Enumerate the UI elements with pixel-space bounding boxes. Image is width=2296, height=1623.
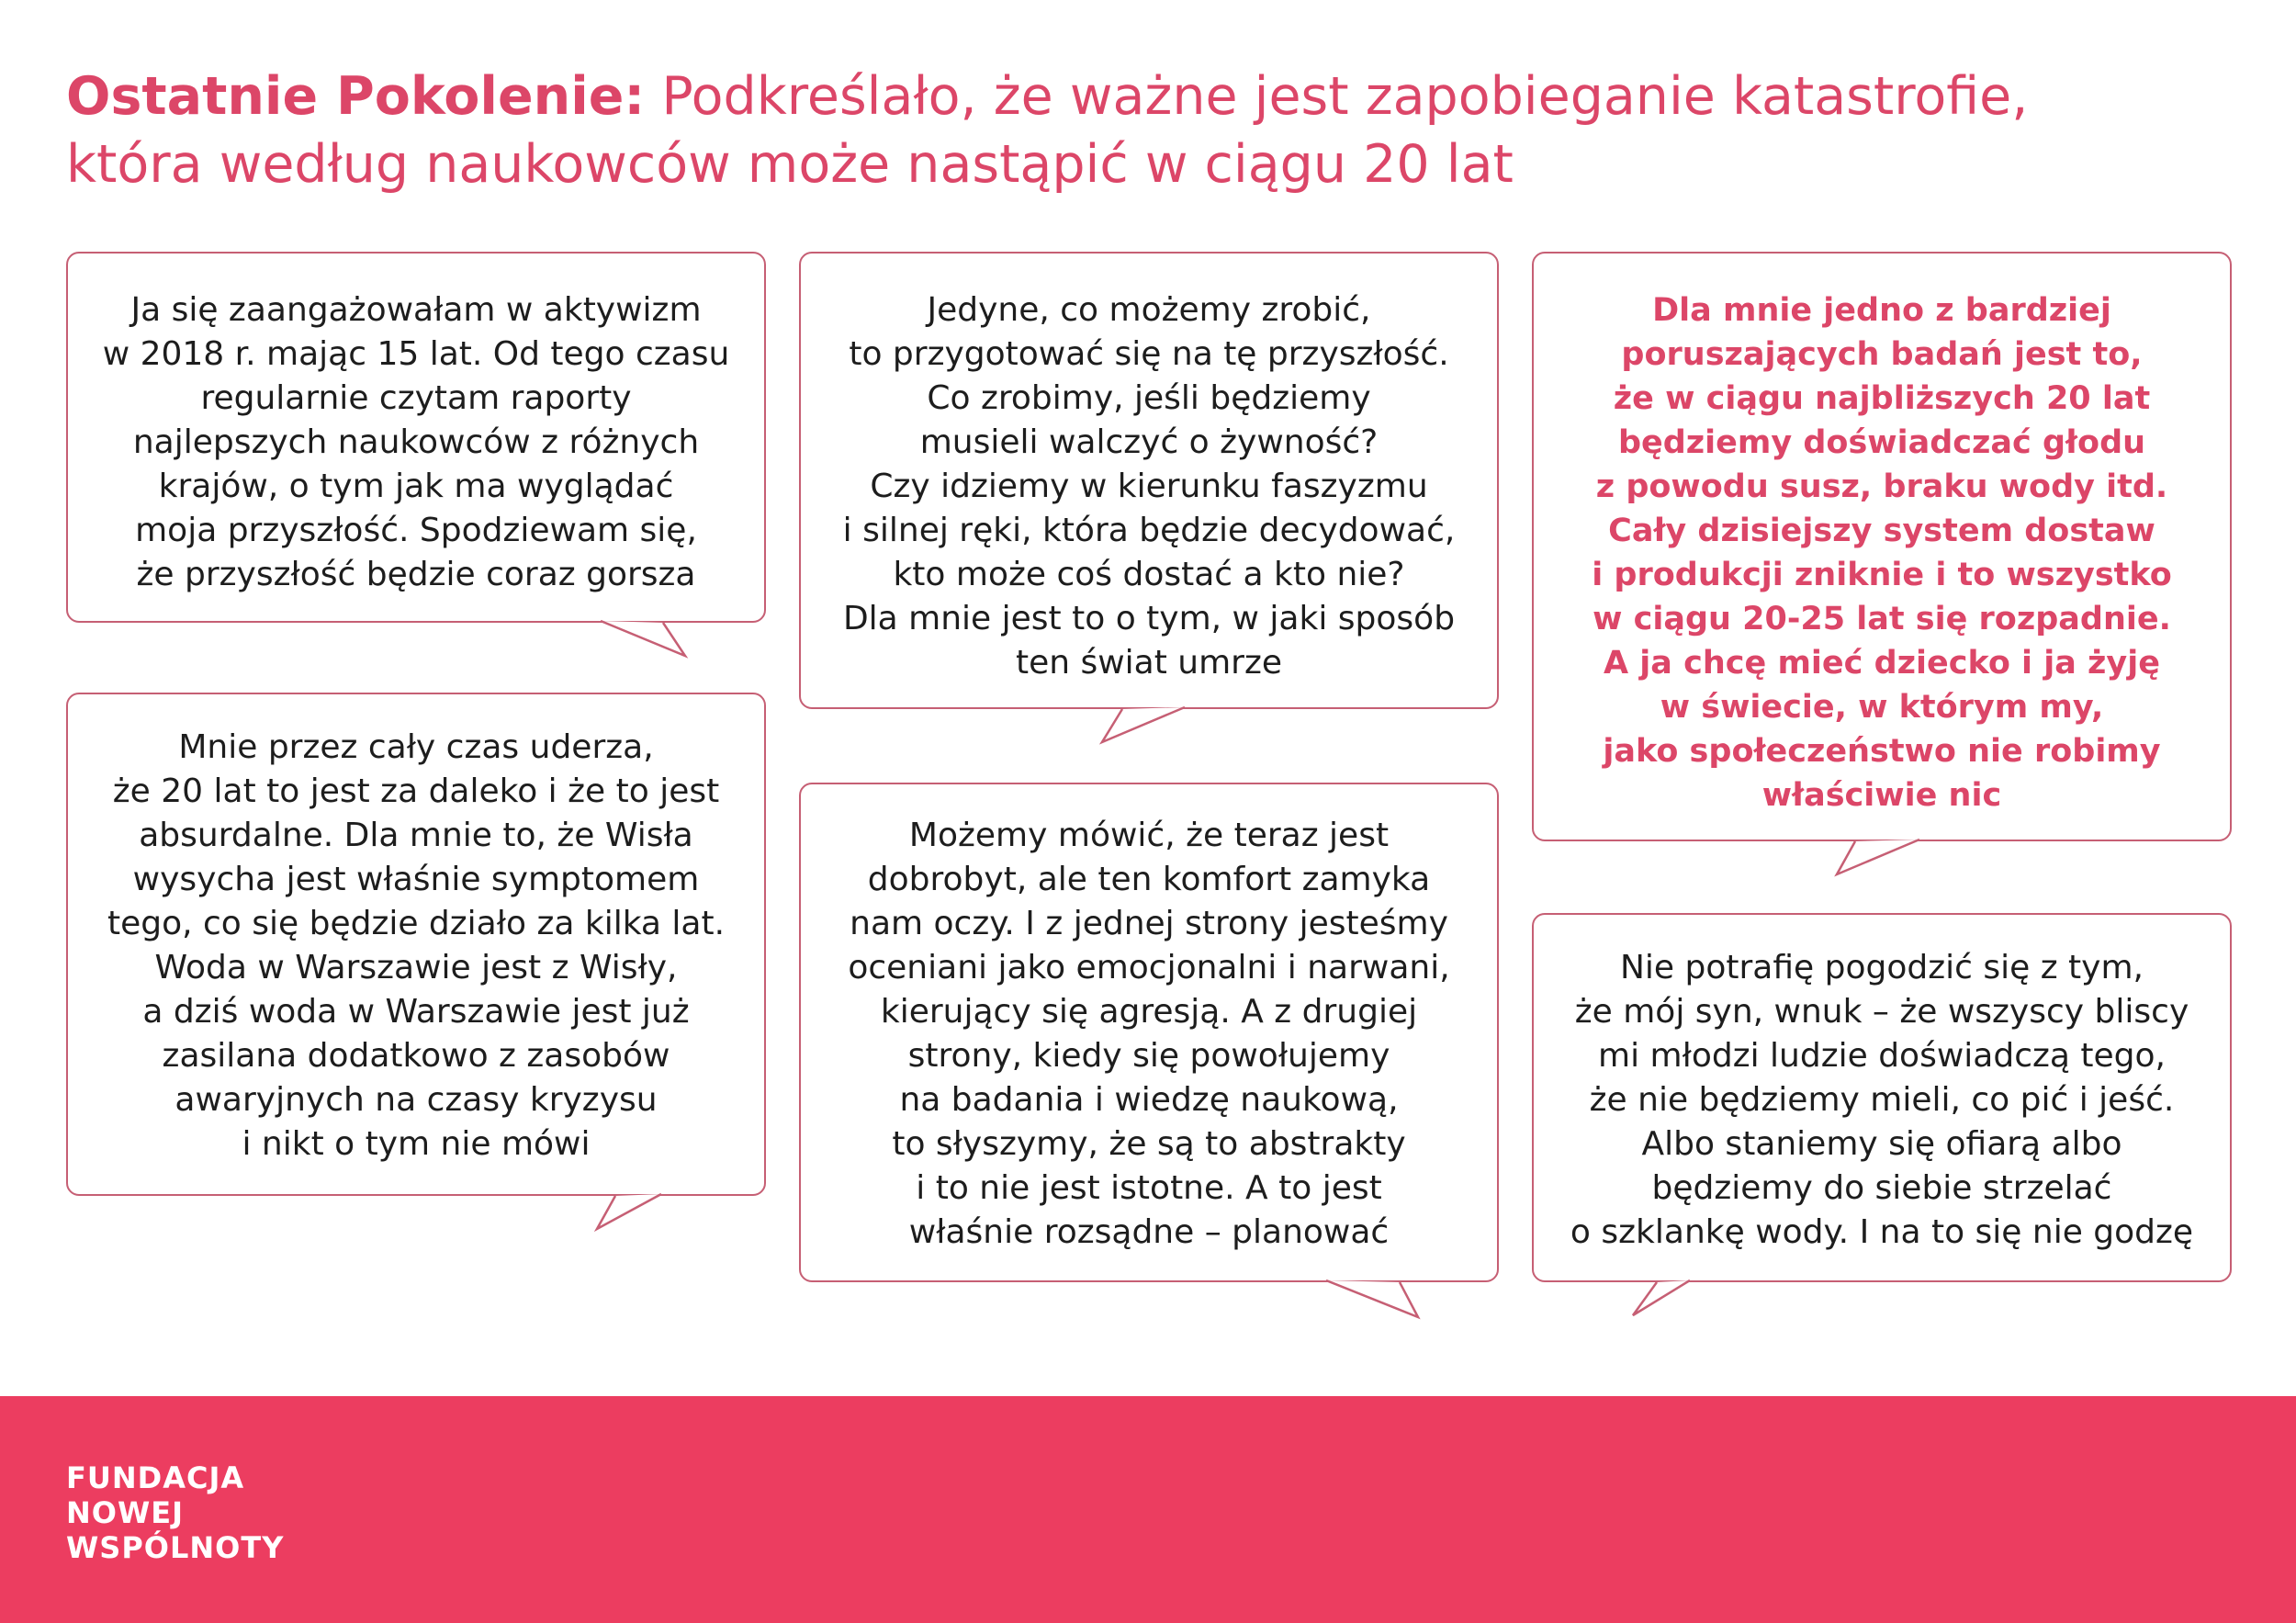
speech-tail-6: [1626, 1280, 1708, 1323]
quote-line: Jedyne, co możemy zrobić,: [927, 291, 1371, 329]
quote-line: to słyszymy, że są to abstrakty: [892, 1125, 1406, 1163]
quote-line: kto może coś dostać a kto nie?: [893, 556, 1405, 593]
quote-line: że 20 lat to jest za daleko i że to jest: [112, 772, 720, 810]
quote-line: Albo staniemy się ofiarą albo: [1641, 1125, 2122, 1163]
logo-line-2: NOWEJ: [66, 1495, 185, 1530]
quote-line: będziemy doświadczać głodu: [1617, 424, 2146, 461]
quote-line: Dla mnie jedno z bardziej: [1652, 292, 2111, 329]
title-line-1: [66, 62, 2178, 130]
quote-line: o szklankę wody. I na to się nie godzę: [1570, 1213, 2194, 1251]
quote-line: Nie potrafię pogodzić się z tym,: [1619, 949, 2144, 986]
quote-bubble-6: [1532, 913, 2232, 1282]
quote-line: awaryjnych na czasy kryzysu: [174, 1081, 658, 1119]
quote-line: to przygotować się na tę przyszłość.: [849, 335, 1449, 373]
title-lead: Ostatnie Pokolenie:: [66, 66, 646, 127]
quote-line: i nikt o tym nie mówi: [242, 1125, 591, 1163]
quote-line: że przyszłość będzie coraz gorsza: [136, 556, 696, 593]
quote-line: moja przyszłość. Spodziewam się,: [135, 512, 697, 549]
quote-line: Możemy mówić, że teraz jest: [908, 817, 1390, 854]
quote-bubble-3: [799, 252, 1499, 709]
footer-band: [0, 1396, 2296, 1623]
quote-line: w 2018 r. mając 15 lat. Od tego czasu: [102, 335, 730, 373]
quote-bubble-2: [66, 693, 766, 1196]
quote-line: w ciągu 20-25 lat się rozpadnie.: [1593, 601, 2171, 637]
quote-line: mi młodzi ludzie doświadczą tego,: [1598, 1037, 2166, 1075]
quote-line: że nie będziemy mieli, co pić i jeść.: [1589, 1081, 2175, 1119]
quote-bubble-1: [66, 252, 766, 623]
quote-line: w świecie, w którym my,: [1660, 689, 2104, 726]
quote-bubble-5: [1532, 252, 2232, 841]
quote-text-1: [68, 254, 764, 597]
quote-line: właściwie nic: [1761, 777, 2002, 814]
quote-line: musieli walczyć o żywność?: [919, 423, 1379, 461]
quote-line: Woda w Warszawie jest z Wisły,: [154, 949, 678, 986]
quote-line: Co zrobimy, jeśli będziemy: [927, 379, 1371, 417]
speech-tail-3: [1093, 707, 1194, 750]
quote-line: dobrobyt, ale ten komfort zamyka: [867, 861, 1431, 898]
quote-line: najlepszych naukowców z różnych: [132, 423, 700, 461]
quote-line: z powodu susz, braku wody itd.: [1595, 468, 2168, 505]
speech-tail-5: [1828, 840, 1929, 882]
quote-line: strony, kiedy się powołujemy: [907, 1037, 1390, 1075]
quote-line: tego, co się będzie działo za kilka lat.: [107, 905, 726, 942]
quote-line: jako społeczeństwo nie robimy: [1603, 733, 2161, 770]
quote-text-5: [1534, 254, 2230, 817]
quote-line: absurdalne. Dla mnie to, że Wisła: [139, 817, 693, 854]
quote-text-4: [801, 784, 1497, 1255]
quote-line: i produkcji zniknie i to wszystko: [1592, 557, 2172, 593]
quote-text-2: [68, 694, 764, 1167]
quote-line: Czy idziemy w kierunku faszyzmu: [870, 468, 1428, 505]
quote-line: wysycha jest właśnie symptomem: [132, 861, 700, 898]
quote-line: na badania i wiedzę naukową,: [899, 1081, 1399, 1119]
page-title: [66, 62, 2178, 198]
quote-bubble-4: [799, 783, 1499, 1282]
quote-line: zasilana dodatkowo z zasobów: [162, 1037, 670, 1075]
quote-line: nam oczy. I z jednej strony jesteśmy: [850, 905, 1448, 942]
quote-line: Ja się zaangażowałam w aktywizm: [130, 291, 702, 329]
logo-line-1: FUNDACJA: [66, 1460, 245, 1495]
quote-line: krajów, o tym jak ma wyglądać: [158, 468, 674, 505]
quote-line: i to nie jest istotne. A to jest: [916, 1169, 1382, 1207]
title-line-2: która według naukowców może nastąpić w ciągu 20 lat: [66, 134, 1514, 195]
speech-tail-4: [1322, 1280, 1424, 1321]
quote-line: Cały dzisiejszy system dostaw: [1608, 513, 2155, 549]
quote-line: będziemy do siebie strzelać: [1651, 1169, 2112, 1207]
quote-line: poruszających badań jest to,: [1621, 336, 2143, 373]
logo-line-3: WSPÓLNOTY: [66, 1530, 285, 1565]
quote-line: Dla mnie jest to o tym, w jaki sposób: [842, 600, 1456, 637]
quote-line: regularnie czytam raporty: [200, 379, 632, 417]
quote-line: że mój syn, wnuk – że wszyscy bliscy: [1574, 993, 2189, 1031]
quote-text-6: [1534, 915, 2230, 1255]
quote-line: kierujący się agresją. A z drugiej: [880, 993, 1418, 1031]
foundation-logo: [66, 1460, 284, 1565]
quote-line: i silnej ręki, która będzie decydować,: [842, 512, 1456, 549]
quote-line: Mnie przez cały czas uderza,: [178, 728, 654, 766]
speech-tail-2: [588, 1194, 680, 1236]
speech-tail-1: [597, 621, 698, 665]
quote-line: A ja chcę mieć dziecko i ja żyję: [1604, 645, 2160, 682]
quote-line: że w ciągu najbliższych 20 lat: [1613, 380, 2151, 417]
quote-line: a dziś woda w Warszawie jest już: [142, 993, 690, 1031]
quote-line: oceniani jako emocjonalni i narwani,: [848, 949, 1450, 986]
title-text-1: Podkreślało, że ważne jest zapobieganie katastrofie,: [661, 66, 2029, 127]
quote-line: właśnie rozsądne – planować: [908, 1213, 1390, 1251]
quote-text-3: [801, 254, 1497, 685]
quote-line: ten świat umrze: [1015, 644, 1283, 682]
